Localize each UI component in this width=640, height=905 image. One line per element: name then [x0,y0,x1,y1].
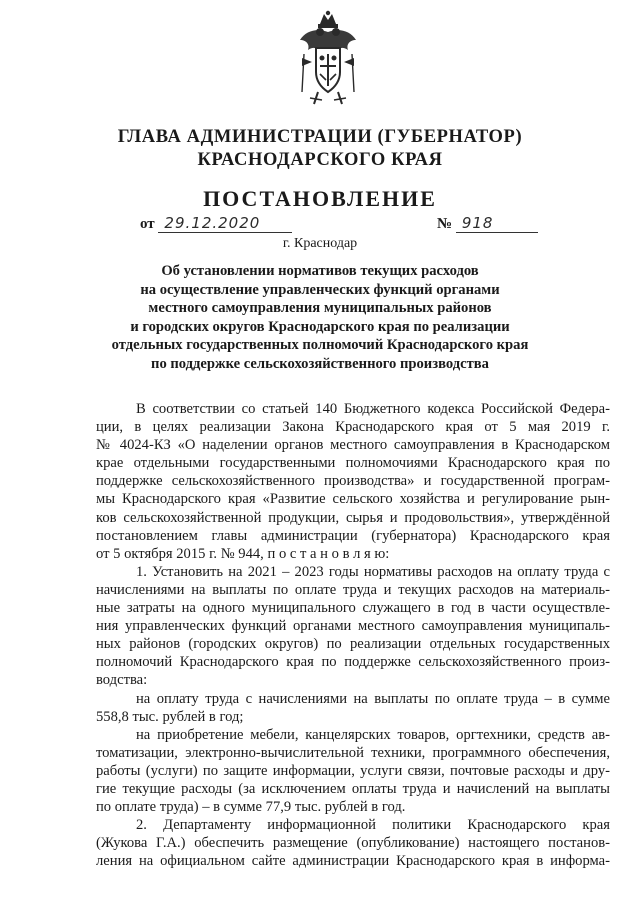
body-line: на приобретение мебели, канцелярских товаров, оргтехники, средств ав- [136,726,610,743]
body-line: ков сельскохозяйственной продукции, сырья и продовольствия», утверждённой [96,509,610,526]
body-line: ния управленческих функций органами местного самоуправления муниципаль- [96,618,610,635]
body-line: (Жукова Г.А.) обеспечить размещение (опубликование) настоящего постанов- [96,835,610,852]
body-line: постановлением главы администрации (губернатора) Краснодарского края [96,527,610,544]
body-line: работы (услуги) по защите информации, услуги связи, почтовые расходы и дру- [96,762,610,779]
document-body [96,400,610,870]
number-label: № [437,216,453,232]
body-line: В соответствии со статьей 140 Бюджетного кодекса Российской Федера- [136,401,610,417]
body-line: 1. Установить на 2021 – 2023 годы нормативы расходов на оплату труда с [136,563,610,580]
authority-title-line2: КРАСНОДАРСКОГО КРАЯ [197,150,443,170]
authority-title-line1: ГЛАВА АДМИНИСТРАЦИИ (ГУБЕРНАТОР) [117,127,523,147]
document-type: ПОСТАНОВЛЕНИЕ [203,186,437,211]
body-line: крае отдельными государственными полномочиями Краснодарского края по [96,455,610,472]
body-line: № 4024-КЗ «О наделении органов местного самоуправления в Краснодарском [96,437,610,454]
body-line: от 5 октября 2015 г. № 944, п о с т а н о в л я ю: [96,545,390,562]
body-line: на оплату труда с начислениями на выплаты по оплате труда – в сумме [136,690,610,707]
body-line: полномочий Краснодарского края по поддержке сельскохозяйственного произ- [96,654,610,671]
body-line: 2. Департаменту информационной политики Краснодарского края [136,817,610,834]
body-line: поддержке сельскохозяйственного производства» и государственной програм- [96,473,610,490]
body-line: ные затраты на одного муниципального служащего в год в части осуществле- [96,600,610,617]
document-subject [60,262,580,373]
subject-line: Об установлении нормативов текущих расходов [161,263,479,279]
body-line: 558,8 тыс. рублей в год; [96,708,244,725]
body-line: ции, в целях реализации Закона Краснодарского края от 5 мая 2019 г. [96,419,610,436]
body-line: томатизации, электронно-вычислительной техники, программного обеспечения, [96,744,610,761]
date-label: от [140,216,155,232]
body-line: водства: [96,672,148,689]
date-row [140,214,292,233]
body-line: начислениями на выплаты по оплате труда и текущих расходов на материаль- [96,581,610,598]
body-line: ных районов (городских округов) по реализации отдельных государственных [96,636,610,653]
body-line: по оплате труда) – в сумме 77,9 тыс. рублей в год. [96,799,406,816]
date-value: 29.12.2020 [158,214,292,233]
city-name: г. Краснодар [282,236,358,251]
subject-line: отдельных государственных полномочий Краснодарского края [111,337,529,353]
coat-of-arms-icon [296,10,360,106]
number-value: 918 [456,214,538,233]
number-row [437,214,538,233]
subject-line: и городских округов Краснодарского края по реализации [130,318,510,335]
subject-line: местного самоуправления муниципальных районов [148,300,492,316]
body-line: гие текущие расходы (за исключением оплаты труда и начислений на выплаты [96,780,610,797]
subject-line: по поддержке сельскохозяйственного производства [151,355,489,372]
body-line: мы Краснодарского края «Развитие сельского хозяйства и регулирование рын- [96,491,610,508]
body-line: ления на официальном сайте администрации Краснодарского края в информа- [96,853,610,870]
subject-line: на осуществление управленческих функций органами [140,281,500,298]
